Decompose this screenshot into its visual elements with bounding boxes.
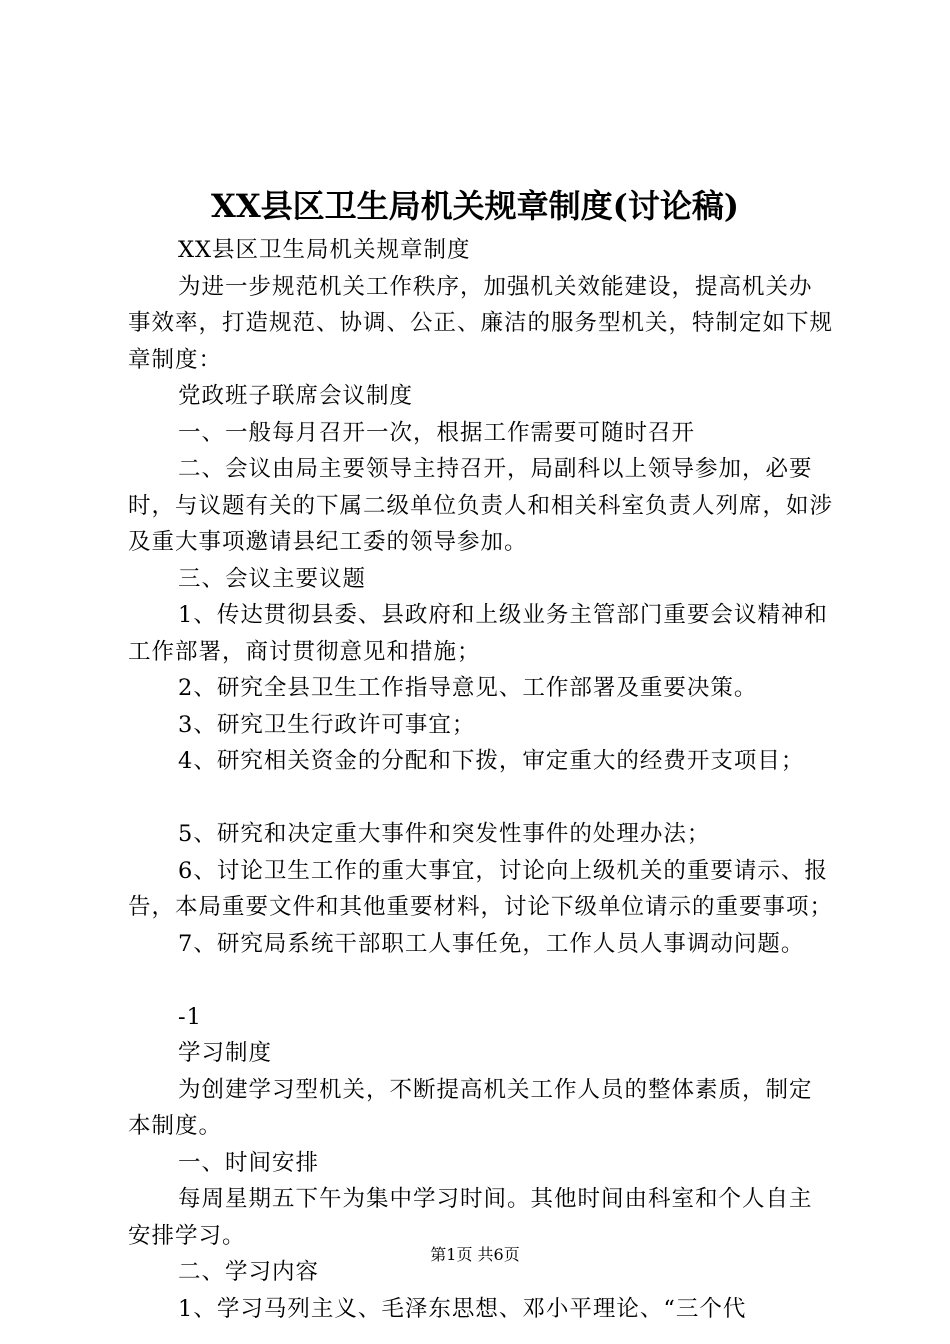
list-item: 3、研究卫生行政许可事宜； [178, 711, 476, 738]
blank-line [128, 780, 833, 817]
paragraph: 为创建学习型机关，不断提高机关工作人员的整体素质，制定本制度。 [128, 1076, 813, 1139]
document-body [128, 232, 833, 1327]
document-title: XX县区卫生局机关规章制度(讨论稿) [211, 187, 739, 225]
list-item: 5、研究和决定重大事件和突发性事件的处理办法； [178, 821, 711, 847]
list-item: 4、研究相关资金的分配和下拨，审定重大的经费开支项目； [178, 748, 805, 774]
paragraph: 二、会议由局主要领导主持召开，局副科以上领导参加，必要时，与议题有关的下属二级单位负责人和相关科室负责人列席，如涉及重大事项邀请县纪工委的领导参加。 [128, 456, 834, 555]
page-marker: -1 [178, 1003, 202, 1030]
list-item: 6、讨论卫生工作的重大事宜，讨论向上级机关的重要请示、报告，本局重要文件和其他重要材料，讨论下级单位请示的重要事项； [128, 857, 834, 920]
list-item: 1、学习马列主义、毛泽东思想、邓小平理论、“三个代 [178, 1295, 747, 1322]
paragraph-intro: 为进一步规范机关工作秩序，加强机关效能建设，提高机关办事效率，打造规范、协调、公正、廉洁的服务型机关，特制定如下规章制度： [128, 273, 834, 373]
paragraph: 一、一般每月召开一次，根据工作需要可随时召开 [178, 419, 696, 446]
paragraph: 每周星期五下午为集中学习时间。其他时间由科室和个人自主安排学习。 [128, 1186, 813, 1249]
list-item: 2、研究全县卫生工作指导意见、工作部署及重要决策。 [178, 675, 758, 701]
paragraph-subtitle: XX县区卫生局机关规章制度 [178, 237, 471, 263]
page-footer: 第1页 共6页 [430, 1245, 520, 1264]
paragraph: 一、时间安排 [178, 1149, 320, 1176]
blank-line [128, 962, 833, 999]
paragraph: 三、会议主要议题 [178, 565, 367, 592]
paragraph: 二、学习内容 [178, 1259, 320, 1285]
list-item: 7、研究局系统干部职工人事任免，工作人员人事调动问题。 [178, 930, 805, 957]
list-item: 1、传达贯彻县委、县政府和上级业务主管部门重要会议精神和工作部署，商讨贯彻意见和措施； [128, 602, 828, 665]
section-heading: 党政班子联席会议制度 [178, 383, 414, 409]
section-heading: 学习制度 [178, 1040, 273, 1066]
